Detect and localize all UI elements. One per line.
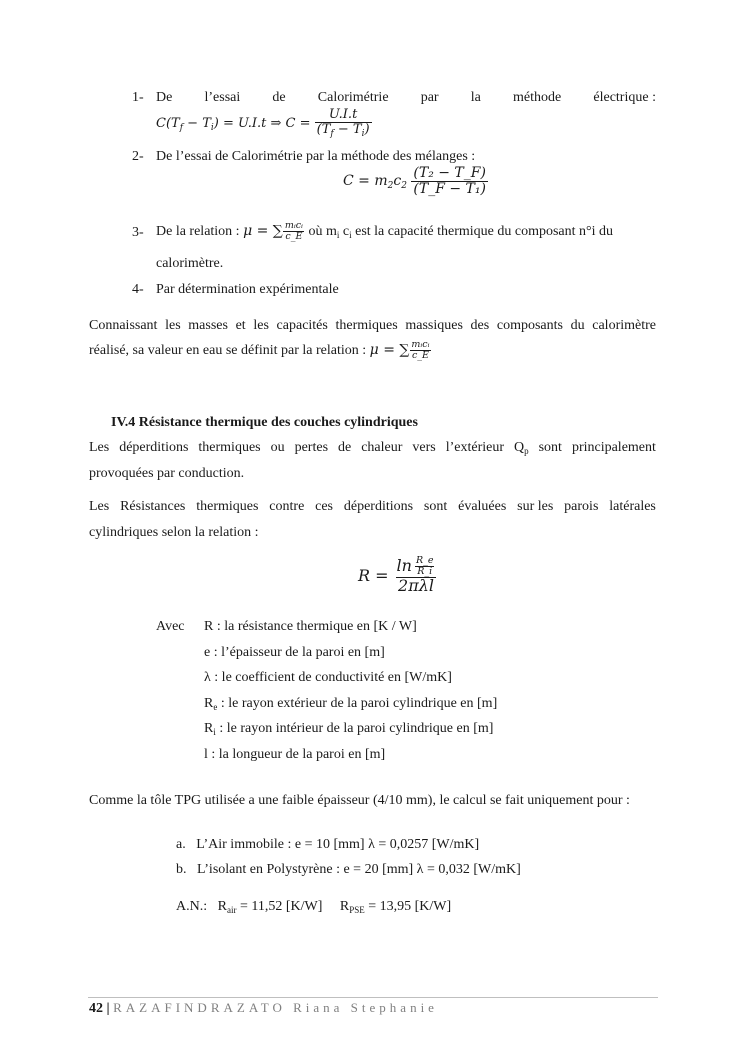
paragraph-3-line-1: Les Résistances thermiques contre ces déperditions sont évaluées sur les parois latérales — [89, 499, 656, 514]
item-4-text: Par détermination expérimentale — [156, 282, 339, 297]
paragraph-3-line-2: cylindriques selon la relation : — [89, 525, 259, 540]
list-number-3: 3- — [132, 225, 144, 240]
definition-l: l : la longueur de la paroi en [m] — [204, 747, 386, 762]
list-item-a: a. L’Air immobile : e = 10 [mm] λ = 0,0257 [W/mK] — [176, 837, 480, 852]
section-heading: IV.4 Résistance thermique des couches cylindriques — [111, 415, 418, 430]
avec-label: Avec — [156, 619, 185, 634]
paragraph-4: Comme la tôle TPG utilisée a une faible épaisseur (4/10 mm), le calcul se fait uniquement pour : — [89, 793, 630, 808]
word: par — [420, 90, 439, 105]
author-name: RAZAFINDRAZATO Riana Stephanie — [113, 1000, 438, 1015]
paragraph-1-line-2: réalisé, sa valeur en eau se définit par la relation : μ = ∑ $\frac{\text{mᵢcᵢ}}{c\_E}$ — [89, 338, 430, 361]
formula-resistance: R = ln $\frac{R\_e}{R\_i}$ 2πλl — [358, 556, 438, 595]
definition-ri: $R_i$ : le rayon intérieur de la paroi cylindrique en [m] — [204, 721, 494, 737]
list-number-4: 4- — [132, 282, 144, 297]
item-2-text: De l’essai de Calorimétrie par la méthode des mélanges : — [156, 149, 476, 164]
footer-divider — [88, 997, 658, 998]
formula-mixture-fraction: $\frac{\text{(T₂ − T\_F)}}{\text{(T\_F − T₁)}}$ — [413, 165, 486, 197]
footer — [89, 1000, 438, 1017]
definition-r: R : la résistance thermique en [K / W] — [204, 619, 417, 634]
definition-e: e : l’épaisseur de la paroi en [m] — [204, 645, 385, 660]
formula-mu: μ = ∑ $\frac{\text{mᵢcᵢ}}{c\_E}$ — [243, 219, 303, 242]
definition-re: $R_e$ : le rayon extérieur de la paroi cylindrique en [m] — [204, 696, 498, 712]
definition-lambda: λ : le coefficient de conductivité en [W/mK] — [204, 670, 452, 685]
formula-mu-2: μ = ∑ $\frac{\text{mᵢcᵢ}}{c\_E}$ — [369, 338, 430, 361]
formula-electric-fraction: $\frac{U.I.t}{(T_f - T_i)}$ — [316, 107, 370, 139]
word: méthode — [513, 90, 562, 105]
word: la — [470, 90, 481, 105]
paragraph-2-line-2: provoquées par conduction. — [89, 466, 245, 481]
word: électrique : — [593, 90, 656, 105]
formula-resistance-fraction: ln $\frac{R\_e}{R\_i}$ 2πλl — [396, 555, 434, 595]
formula-electric: $C(T_f - T_i) = U.I.t$ ⇒ C = $\frac{U.I.t}{(T_f - T_i)}$ — [156, 107, 370, 139]
paragraph-1-line-1: Connaissant les masses et les capacités thermiques massiques des composants du calorimètre — [89, 318, 656, 333]
word: de — [272, 90, 286, 105]
item-3-continuation: calorimètre. — [156, 256, 224, 271]
footer-separator: | — [106, 1001, 110, 1016]
word: l’essai — [204, 90, 241, 105]
item-3-text: De la relation : μ = ∑ $\frac{\text{mᵢcᵢ}}{c\_E}$ où $m_i$ $c_i$ est la capacité thermique du composant n°i du — [156, 219, 614, 242]
word: Calorimétrie — [317, 90, 389, 105]
list-item-b: b. L’isolant en Polystyrène : e = 20 [mm] λ = 0,032 [W/mK] — [176, 862, 521, 877]
numerical-application: A.N.: $R_{air} = 11,52$ [K/W] $R_{PSE} = 13,95$ [K/W] — [176, 899, 452, 915]
list-number-1: 1- — [132, 90, 144, 105]
word: De — [156, 90, 173, 105]
paragraph-2-line-1: Les déperditions thermiques ou pertes de chaleur vers l’extérieur $Q_p$ sont principalement — [89, 440, 656, 456]
item-1-text — [156, 90, 656, 106]
formula-mixture: $C = m_2c_2$ $\frac{\text{(T₂ − T\_F)}}{\text{(T\_F − T₁)}}$ — [343, 165, 486, 197]
list-number-2: 2- — [132, 149, 144, 164]
page-number: 42 — [89, 1001, 103, 1016]
